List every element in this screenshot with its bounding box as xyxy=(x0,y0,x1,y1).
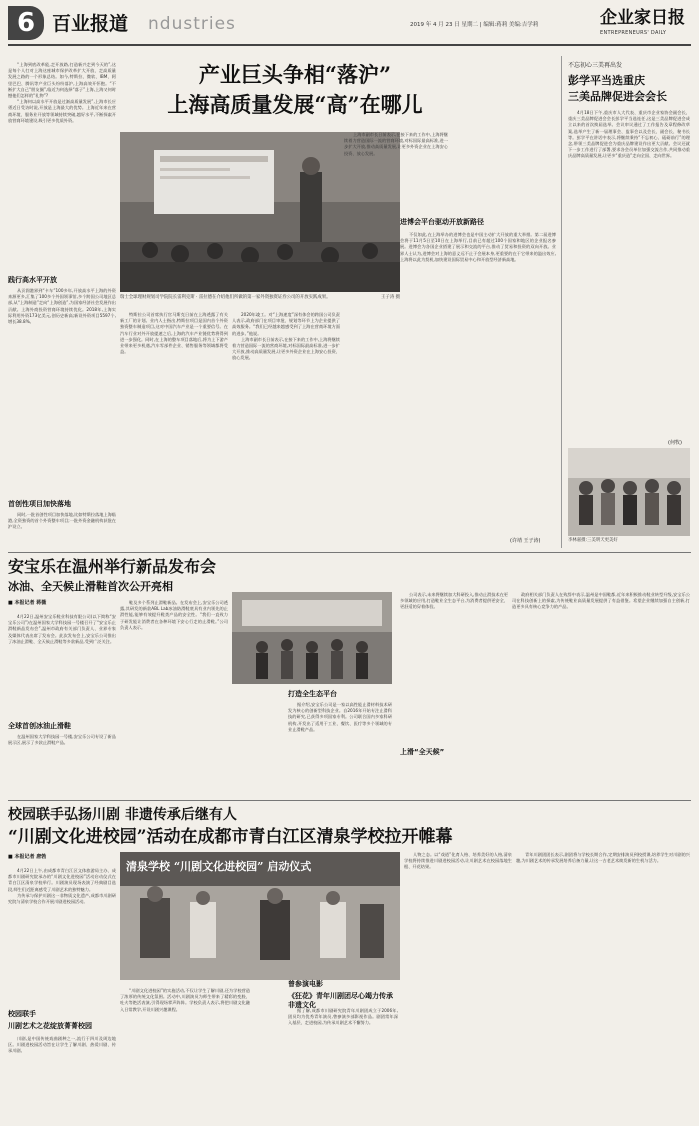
main-col3-body: 2020年竣工。对“上海速度”深有体会的跨国公司负责人表示,政府部门在项目审批、规划等环节上为企业提供了高效服务。“我们已经越来越感受到了上海在营商环境方面的进步。”他说。 上海市副市长日前表示,在接下来的工作中,上海将继续着力营造国际一流的营商环境,对标国际最高标准,进一步扩大开放,推动高质量发展,让更多外资企业在上海安心投资、放心发展。 xyxy=(232,312,340,361)
third-headline-top: 校园联手弘扬川剧 非遗传承后继有人 xyxy=(8,807,237,823)
side-body: 4月18日下午,重庆市人大代表、重庆市企业家协会副会长、重庆三美品牌促进会会长彭学平当选连任,这是三美品牌促进会成立以来的首次换届选举。会议审议通过了工作报告及章程修改草案,选举产生了新一届理事会、监事会以及会长、副会长、秘书长等。彭学平在讲话中表示,将继续秉持“不忘初心、砥砺前行”的理念,带领三美品牌促进会为重庆品牌建设作出更大贡献。会议还就下一步工作进行了部署,要求各会员单位加强交流合作,共同推动重庆品牌高质量发展,让更多“重庆造”走向全国、走向世界。 xyxy=(568,110,690,159)
column-divider xyxy=(561,56,562,548)
main-subhead-1: 践行高水平开放 xyxy=(8,276,57,284)
third-subhead-2: 曾参演电影 xyxy=(288,980,323,988)
third-subhead-1b: 川剧艺术之花绽放菁菁校园 xyxy=(8,1022,92,1030)
product-launch-photo xyxy=(232,592,392,684)
conference-photo-caption: 瑞士全球理财规划司学院院长雷利克斯 · 雷拉德在介绍他们所做的第一家外资独资证券公司的开放实践成果。 王子涛 摄 xyxy=(120,295,400,300)
second-col3-body: 据介绍,安宝乐公司是一家以高性能止滑材料技术研发为核心的创新型科技企业。自2016年开始专注止滑科技的研究,已获得多项国家专利。公司联合国内多家科研机构,开发出了适用于工业、餐饮、医疗等多个领域的专业止滑鞋产品。 xyxy=(288,702,392,732)
second-col5-body: 政府相关部门负责人在致辞中表示,温州是中国鞋都,近年来积极推动鞋业转型升级,安宝乐公司在科技创新上的探索,为传统鞋业高质量发展提供了有益借鉴。希望企业继续加强自主创新,打造更多具有核心竞争力的产品。 xyxy=(512,592,690,610)
main-subhead-2: 首创性项目加快落地 xyxy=(8,500,71,508)
third-subhead-1: 校园联手 xyxy=(8,1010,36,1018)
main-subhead-3: 进博会平台驱动开放新路径 xyxy=(400,218,484,226)
side-headline-2: 三美品牌促进会会长 xyxy=(568,90,667,103)
section-rule-2 xyxy=(8,800,691,801)
newspaper-logo: 企业家日报 xyxy=(600,8,685,28)
main-col4-body: 不仅如此,在上海举办的进博会也是中国主动扩大开放的重大举措。第二届进博会将于11月5日至10日在上海举行,目前已有超过100个国家和地区的企业报名参展。进博会为各国企业搭建了展示和交流的平台,推动了贸易和投资的双向开放。业界人士认为,进博会对上海的意义远不止于会展本身,更重要的在于它带来的溢出效应,上海将以此为契机,加快建设国际贸易中心和开放型经济新高地。 xyxy=(400,232,556,262)
section-rule-1 xyxy=(8,552,691,553)
side-headline-1: 彭学平当选重庆 xyxy=(568,74,645,87)
main-col1-body-2: 同时,一批首创性项目加快落地,比如特斯拉落地上海临港,全资独资的首个外资整车项目;一批外资金融机构获批在沪设立。 xyxy=(8,512,116,530)
side-credit: (何牧) xyxy=(668,440,682,446)
main-col4-upper: 上海市副市长日前表示,在接下来的工作中,上海将继续着力营造国际一流的营商环境,对标国际最高标准,进一步扩大开放,推动高质量发展,让更多外资企业在上海安心投资、放心发展。 xyxy=(344,132,448,156)
third-lead: 4月22日上午,由成都市青白江区文体旅游局主办、成都市川剧研究院承办的“川剧文化进校园”活动启动仪式在青白江区清泉学校举行。川剧演员现场表演了经典剧目选段,师生们近距离感受了川剧艺术的独特魅力。 为传承与保护川剧这一非物质文化遗产,成都市川剧研究院与清泉学校合作开展川剧进校园活动。 xyxy=(8,868,116,905)
third-headline: “川剧文化进校园”活动在成都市青白江区清泉学校拉开帷幕 xyxy=(8,827,453,847)
newspaper-logo-en: ENTREPRENEURS' DAILY xyxy=(600,30,667,36)
second-byline: ■ 本报记者 蒋薇 xyxy=(8,600,47,606)
header-rule xyxy=(8,44,691,46)
main-col1-body: 从贡润港界到“卡车”100多年,开放高水平上海的外资来源更多,汇集了100多个外国领事馆,多个跨国公司地区总部,从“上海制造”走向“上海创造”,为国家经济社会发展作出贡献。上海外商投资营商环境持续优化。2018年,上海实际利用外资173亿美元,创历史新高;新设外资项目5597个,增长38.8%。 xyxy=(8,288,116,325)
third-col5-body: 青年川剧团团长表示,剧团将与学校长期合作,定期安排演员到校授课,培养学生对川剧的兴趣,为川剧艺术的传承发展培养后备力量,让这一古老艺术焕发新的生机与活力。 xyxy=(516,852,690,864)
third-col4-body: 人物之态。以“戏道”化育人格、培养美好的人格,清泉学校将持续推进川剧进校园活动,让川剧艺术在校园落地生根、开花结果。 xyxy=(404,852,512,870)
second-subhead-3: 上滑“全天候” xyxy=(400,748,445,756)
third-byline: ■ 本报记者 唐勃 xyxy=(8,854,47,860)
main-headline-line1: 产业巨头争相“落沪” xyxy=(198,62,392,87)
opera-banner-text: 清泉学校 “川剧文化进校园” 启动仪式 xyxy=(126,860,312,873)
section-title-en: ndustries xyxy=(148,14,236,34)
second-headline: 安宝乐在温州举行新品发布会 xyxy=(8,557,217,576)
second-subhead-2: 打造全生态平台 xyxy=(288,690,337,698)
third-col3-body: 据了解,成都市川剧研究院青年川剧团成立于2006年,团员均为优秀青年演员,曾参演多部影视作品。剧团常年深入基层、走进校园,为传承川剧艺术不懈努力。 xyxy=(288,1008,398,1026)
second-subheadline: 冰油、全天候止滑鞋首次公开亮相 xyxy=(8,580,173,593)
second-lead: 4月22日,温州安宝乐鞋业科技有限公司(以下简称“安宝乐公司”)在温州国家大学科技园一号楼召开了“安宝乐止滑鞋新品发布会”,温州市政府有关部门负责人、业界专家及媒体代表出席了发布会。此次发布会上,安宝乐公司推出了冰油止滑鞋、全天候止滑鞋等多款新品,受到广泛关注。 xyxy=(8,614,116,644)
side-kicker: 不忘初心三美再出发 xyxy=(568,62,623,69)
third-subhead-2b: 《狂花》青年川剧团尽心竭力传承非遗文化 xyxy=(288,992,393,1009)
main-col2-body: 特斯拉公司首席执行官马斯克日前在上海透露了有关新工厂的计划。业内人士指出,特斯拉项目是国内首个外资独资整车制造项目,这对中国汽车产业是一个重要信号。在汽车行业对外开放提速之后,上海的汽车产业链优势将得到进一步强化。同时,在上海的整车项目落地后,将为上下游产业带来更多机遇,汽车零部件企业、销售服务等领域都将受益。 xyxy=(120,312,228,355)
third-col2-body: “川剧文化进校园”的实施活动,不仅让学生了解川剧,还为学校营造了浓厚的传统文化氛围。活动中,川剧演员为师生带来了精彩的变脸、吐火等绝活表演,引得现场掌声阵阵。学校负责人表示,将把川剧文化融入日常教学,开设川剧兴趣课程。 xyxy=(120,988,250,1012)
second-col1-body: 在温州国家大学科技园一号楼,安宝乐公司专设了新品展示区,展示了多款止滑鞋产品。 xyxy=(8,734,116,746)
second-subhead-1: 全球首创冰油止滑鞋 xyxy=(8,722,71,730)
second-col2-body: 鞋及多个系列止滑鞋新品。在发布会上,安宝乐公司透露,其研发的新款ABL Lab冰油防滑鞋底具有业内领先的止滑性能,能够有效提升鞋类产品的安全性。“我们一直致力于研发能让消费者在各种环境下安心行走的止滑鞋。”公司负责人表示。 xyxy=(120,600,228,630)
main-lead: “上海到底改革能,走开放路,打造新兴走到今天的”,这是每个人打对上海这座城市保护改革扩大开放、走高质量发展之路的一个形象总结。如今,特斯拉、微软、IBM、阿里巴巴、腾讯等产业巨头纷纷落沪,上海高效开怀抱。“不断扩大自己“朋友圈”,临近为何选择“落子”上海,上海又何时憾他们怎样的“礼物”? “上海何以高水平开放是过渐高质量发展”,上海市长应勇近日受访时说,开放是上海最大的优势。上海近年来在营商环境、服务业开放等领域持续突破,越好水平,不断探索开放营商环境建设,吸引更多优质外资。 xyxy=(8,62,116,123)
main-credit: (许靖 王子涛) xyxy=(510,538,541,544)
side-photo-caption: 李林嘉摄:三美明天更美好 xyxy=(568,538,618,543)
main-headline-line2: 上海高质量发展“高”在哪儿 xyxy=(167,92,423,117)
side-photo xyxy=(568,448,690,536)
section-title: 百业报道 xyxy=(52,13,129,35)
issue-info: 2019 年 4 月 23 日 星期二 | 编辑:蒋莉 美编:吉学莉 xyxy=(410,22,539,28)
third-col1-body: 川剧,是中国传统戏曲剧种之一,流行于四川及周边地区。川剧进校园活动旨在让学生了解川剧、热爱川剧、传承川剧。 xyxy=(8,1036,116,1054)
second-col4-body: 公司表示,未来将继续加大科研投入,推动止滑技术在更多领域的应用,打造鞋业全生态平台,为消费者提供更安全、更舒适的穿着体验。 xyxy=(400,592,508,610)
page-number: 6 xyxy=(8,6,44,40)
